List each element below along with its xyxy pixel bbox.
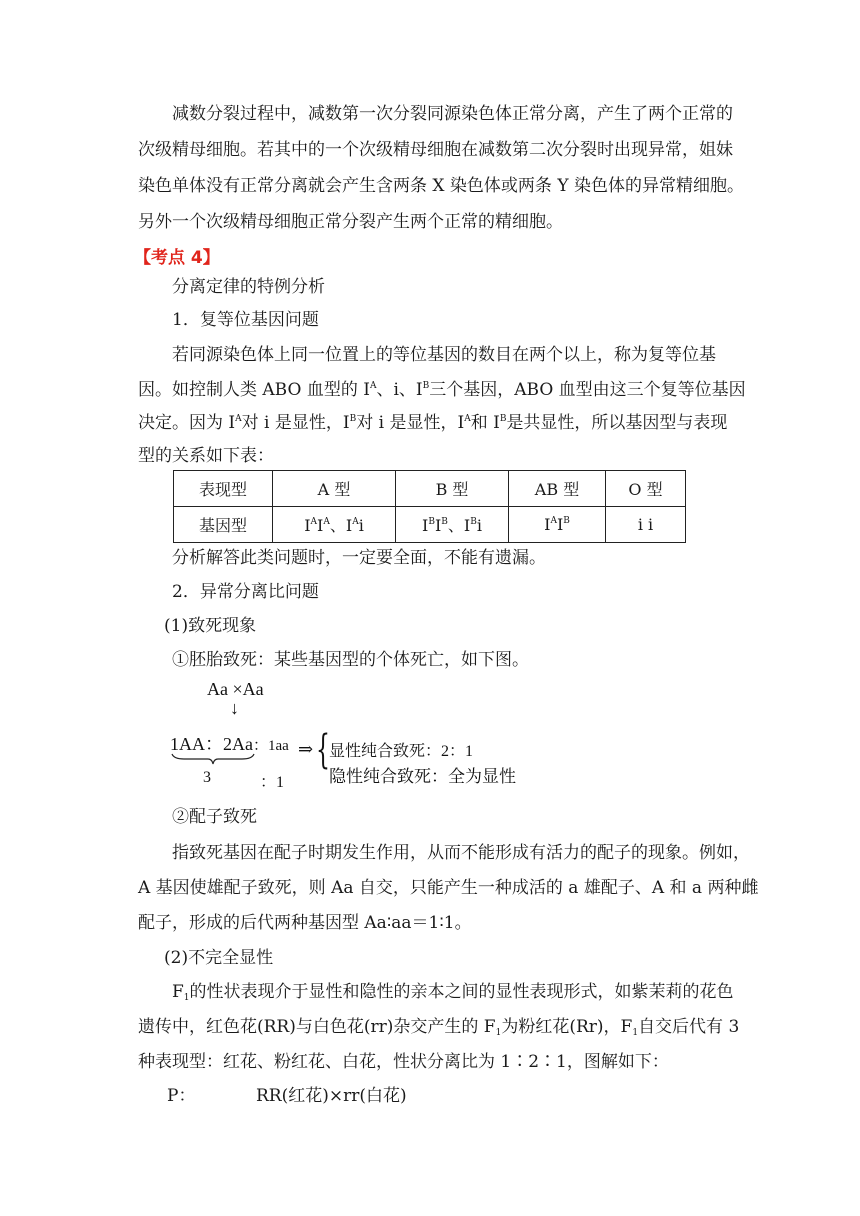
- subscript: 1: [183, 993, 190, 1003]
- table-cell: AB 型: [509, 471, 606, 507]
- embryo-text: ①胚胎致死：某些基因型的个体死亡，如下图。: [172, 650, 529, 670]
- superscript: B: [349, 414, 357, 424]
- superscript: A: [323, 517, 330, 527]
- superscript: A: [235, 414, 242, 424]
- table-cell: 表现型: [174, 471, 273, 507]
- superscript: B: [422, 381, 430, 391]
- sub2-title: (2)不完全显性: [164, 948, 274, 968]
- section-title: 【考点 4】: [134, 248, 220, 268]
- para2-text: 决定。因为 I: [138, 413, 236, 433]
- para4-text: 自交后代有 3: [638, 1017, 740, 1037]
- p-cross: RR(红花)×rr(白花): [256, 1086, 407, 1106]
- para4-line2: [138, 1016, 739, 1038]
- p-label: P：: [167, 1086, 196, 1106]
- gene-text: I: [556, 515, 564, 534]
- dominant-lethal-text: 显性纯合致死：2：1: [329, 743, 474, 760]
- para4-text: F: [172, 982, 184, 1002]
- table-cell: B 型: [396, 471, 509, 507]
- gene-text: I: [463, 516, 471, 535]
- para3-line3: 配子，形成的后代两种基因型 Aa∶aa＝1∶1。: [138, 913, 472, 933]
- gene-text: i: [476, 516, 482, 535]
- gene-text: I: [422, 516, 429, 535]
- subscript: 1: [495, 1028, 502, 1038]
- gene-text: I: [434, 516, 442, 535]
- table-cell: O 型: [606, 471, 686, 507]
- para2-line4: 型的关系如下表：: [138, 446, 274, 466]
- para4-text: 遗传中，红色花(RR)与白色花(rr)杂交产生的 F: [138, 1017, 496, 1037]
- table-cell: 基因型: [174, 507, 273, 543]
- para4-line3: 种表现型：红花、粉红花、白花，性状分离比为 1∶2∶1，图解如下：: [138, 1052, 669, 1072]
- para4-line1: [172, 981, 734, 1003]
- table-cell-genotype-o: i i: [606, 507, 686, 543]
- para2-line1: 若同源染色体上同一位置上的等位基因的数目在两个以上，称为复等位基: [172, 345, 716, 365]
- ratio-main: 1AA：2Aa: [170, 734, 253, 754]
- underbrace-icon: [170, 752, 256, 766]
- para4-text: 的性状表现介于显性和隐性的亲本之间的显性表现形式，如紫茉莉的花色: [189, 982, 734, 1002]
- para3-line1: 指致死基因在配子时期发生作用，从而不能形成有活力的配子的现象。例如，: [172, 843, 750, 863]
- superscript: A: [369, 381, 377, 391]
- para1-line4: 另外一个次级精母细胞正常分裂产生两个正常的精细胞。: [138, 212, 563, 232]
- subtitle: 分离定律的特例分析: [172, 277, 325, 297]
- down-arrow-icon: ↓: [230, 698, 239, 718]
- ratio-three: 3: [203, 769, 211, 786]
- item1-title: 1．复等位基因问题: [172, 310, 319, 330]
- superscript: B: [499, 414, 507, 424]
- para2-text: 是共显性，所以基因型与表现: [506, 413, 728, 433]
- table-cell-genotype-ab: [509, 507, 606, 543]
- para2-text: 对 i 是显性，I: [356, 413, 465, 433]
- ratio-one: ：1: [260, 774, 285, 791]
- gene-text: 、: [329, 516, 346, 535]
- table-row: [174, 507, 686, 543]
- para4-text: 为粉红花(Rr)，F: [501, 1017, 633, 1037]
- superscript: B: [563, 516, 570, 526]
- table-cell-genotype-b: [396, 507, 509, 543]
- blood-type-table: [173, 470, 686, 543]
- gene-text: I: [345, 516, 353, 535]
- superscript: B: [470, 517, 477, 527]
- subscript: 1: [632, 1028, 639, 1038]
- recessive-lethal-text: 隐性纯合致死：全为显性: [329, 767, 516, 786]
- gene-text: i: [358, 516, 364, 535]
- superscript: A: [310, 517, 318, 527]
- para2-text: 、i、I: [376, 380, 423, 400]
- para2-line3: [138, 412, 727, 434]
- para2-text: 因。如控制人类 ABO 血型的 I: [138, 380, 370, 400]
- para3-line2: A 基因使雄配子致死，则 Aa 自交，只能产生一种成活的 a 雄配子、A 和 a 两种雌: [138, 878, 759, 898]
- para1-line3: 染色单体没有正常分离就会产生含两条 X 染色体或两条 Y 染色体的异常精细胞。: [138, 176, 744, 196]
- para2-text: 和 I: [470, 413, 500, 433]
- superscript: B: [441, 517, 448, 527]
- para1-line1: 减数分裂过程中，减数第一次分裂同源染色体正常分离，产生了两个正常的: [172, 104, 733, 124]
- table-cell: A 型: [273, 471, 396, 507]
- gamete-title: ②配子致死: [172, 807, 257, 827]
- superscript: A: [464, 414, 471, 424]
- para2-text: 三个基因，ABO 血型由这三个复等位基因: [429, 380, 746, 400]
- superscript: B: [428, 517, 435, 527]
- after-table-text: 分析解答此类问题时，一定要全面，不能有遗漏。: [172, 548, 546, 568]
- superscript: A: [550, 516, 557, 526]
- gene-text: I: [317, 516, 324, 535]
- gene-text: I: [304, 516, 311, 535]
- cross-label: Aa ×Aa: [207, 679, 264, 699]
- implies-icon: ⇒: [298, 739, 314, 759]
- gene-text: I: [544, 515, 551, 534]
- table-row: [174, 471, 686, 507]
- item2-title: 2．异常分离比问题: [172, 582, 319, 602]
- sub1-title: (1)致死现象: [164, 616, 257, 636]
- para1-line2: 次级精母细胞。若其中的一个次级精母细胞在减数第二次分裂时出现异常，姐妹: [138, 140, 733, 160]
- superscript: A: [352, 517, 359, 527]
- para2-text: 对 i 是显性，I: [241, 413, 350, 433]
- para2-line2: [138, 379, 746, 401]
- ratio-aa: ：1aa: [253, 738, 289, 754]
- gene-text: 、: [447, 516, 464, 535]
- table-cell-genotype-a: [273, 507, 396, 543]
- left-brace-icon: {: [316, 727, 330, 773]
